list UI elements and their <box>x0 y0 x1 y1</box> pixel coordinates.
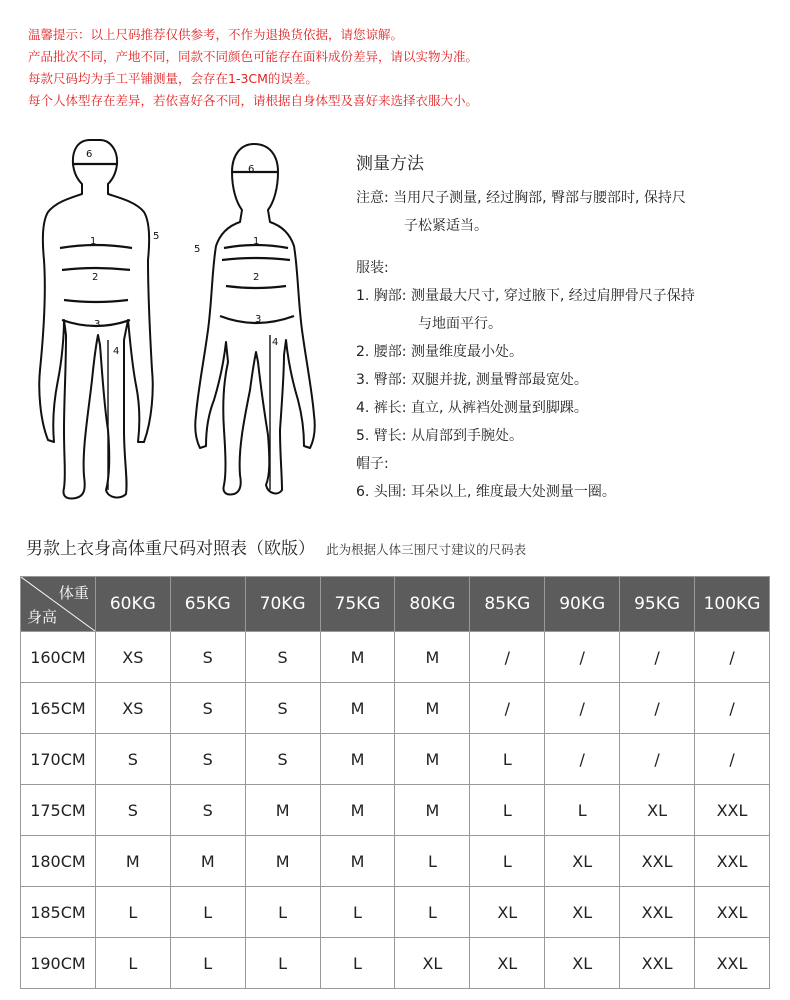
weight-header: 90KG <box>545 577 620 632</box>
size-cell: S <box>245 734 320 785</box>
method-note-line-2: 子松紧适当。 <box>404 218 488 234</box>
size-cell: S <box>170 632 245 683</box>
table-row <box>21 734 770 785</box>
height-row-label: 190CM <box>21 938 96 989</box>
size-cell: / <box>695 632 770 683</box>
size-cell: XL <box>545 887 620 938</box>
size-cell: L <box>170 887 245 938</box>
size-cell: XS <box>95 632 170 683</box>
size-cell: L <box>470 836 545 887</box>
size-cell: / <box>470 683 545 734</box>
female-label-1: 1 <box>253 236 260 247</box>
size-cell: L <box>545 785 620 836</box>
size-cell: / <box>695 683 770 734</box>
male-label-5: 5 <box>153 231 160 242</box>
size-chart-title: 男款上衣身高体重尺码对照表（欧版） <box>26 539 315 559</box>
female-label-4: 4 <box>272 337 279 348</box>
size-cell: XL <box>470 887 545 938</box>
table-row <box>21 785 770 836</box>
size-cell: M <box>395 785 470 836</box>
size-chart-subtitle: 此为根据人体三围尺寸建议的尺码表 <box>326 542 527 557</box>
size-cell: XXL <box>620 887 695 938</box>
size-cell: L <box>95 938 170 989</box>
size-cell: XXL <box>620 836 695 887</box>
male-label-2: 2 <box>92 272 99 283</box>
size-cell: XXL <box>620 938 695 989</box>
male-label-1: 1 <box>90 236 97 247</box>
method-item-head: 6. 头围: 耳朵以上, 维度最大处测量一圈。 <box>356 484 616 500</box>
corner-weight-label: 体重 <box>58 584 89 602</box>
size-cell: S <box>95 785 170 836</box>
table-row <box>21 938 770 989</box>
clothing-heading: 服装: <box>356 260 389 276</box>
size-chart-table <box>20 576 770 989</box>
method-item-waist: 2. 腰部: 测量维度最小处。 <box>356 344 523 360</box>
size-chart-body <box>21 632 770 989</box>
body-measurement-illustration <box>20 130 350 510</box>
notice-line-3: 每款尺码均为手工平铺测量，会存在1-3CM的误差。 <box>28 71 318 86</box>
weight-header: 75KG <box>320 577 395 632</box>
size-cell: XS <box>95 683 170 734</box>
female-label-3: 3 <box>255 314 262 325</box>
size-cell: M <box>395 632 470 683</box>
size-cell: L <box>395 887 470 938</box>
height-row-label: 175CM <box>21 785 96 836</box>
size-cell: L <box>395 836 470 887</box>
size-cell: XL <box>620 785 695 836</box>
method-item-pants-length: 4. 裤长: 直立, 从裤裆处测量到脚踝。 <box>356 400 588 416</box>
height-row-label: 165CM <box>21 683 96 734</box>
size-cell: / <box>545 683 620 734</box>
size-cell: S <box>245 632 320 683</box>
body-outline-figures <box>20 130 350 510</box>
size-cell: L <box>95 887 170 938</box>
size-cell: M <box>245 785 320 836</box>
size-cell: / <box>695 734 770 785</box>
table-row <box>21 836 770 887</box>
size-cell: L <box>245 938 320 989</box>
size-cell: L <box>320 887 395 938</box>
table-row <box>21 683 770 734</box>
method-title: 测量方法 <box>356 154 424 174</box>
height-row-label: 170CM <box>21 734 96 785</box>
size-cell: S <box>170 683 245 734</box>
weight-header: 100KG <box>695 577 770 632</box>
size-cell: M <box>320 836 395 887</box>
size-chart-heading <box>26 534 526 559</box>
size-cell: XXL <box>695 887 770 938</box>
notice-line-2: 产品批次不同，产地不同，同款不同颜色可能存在面料成份差异，请以实物为准。 <box>28 49 479 64</box>
female-label-6: 6 <box>248 164 255 175</box>
size-cell: XL <box>545 938 620 989</box>
size-cell: M <box>245 836 320 887</box>
height-row-label: 185CM <box>21 887 96 938</box>
size-cell: L <box>470 734 545 785</box>
hat-heading: 帽子: <box>356 456 389 472</box>
size-chart-header-row <box>21 577 770 632</box>
method-item-hip: 3. 臀部: 双腿并拢, 测量臀部最宽处。 <box>356 372 588 388</box>
male-label-3: 3 <box>94 319 101 330</box>
weight-header: 70KG <box>245 577 320 632</box>
size-cell: M <box>320 683 395 734</box>
size-cell: M <box>320 734 395 785</box>
size-cell: L <box>170 938 245 989</box>
corner-header <box>21 577 96 632</box>
size-cell: / <box>620 683 695 734</box>
size-cell: L <box>320 938 395 989</box>
weight-header: 95KG <box>620 577 695 632</box>
size-cell: XXL <box>695 785 770 836</box>
notice-line-4: 每个人体型存在差异，若依喜好各不同，请根据自身体型及喜好来选择衣服大小。 <box>28 93 479 108</box>
size-cell: XXL <box>695 938 770 989</box>
size-cell: / <box>470 632 545 683</box>
female-label-2: 2 <box>253 272 260 283</box>
size-cell: XL <box>545 836 620 887</box>
size-cell: XL <box>395 938 470 989</box>
size-cell: M <box>320 785 395 836</box>
size-notice <box>28 24 478 112</box>
height-row-label: 180CM <box>21 836 96 887</box>
size-cell: / <box>620 632 695 683</box>
method-item-arm-length: 5. 臂长: 从肩部到手腕处。 <box>356 428 523 444</box>
female-label-5: 5 <box>194 244 201 255</box>
size-cell: M <box>395 683 470 734</box>
size-cell: S <box>245 683 320 734</box>
size-cell: M <box>95 836 170 887</box>
size-cell: M <box>170 836 245 887</box>
method-note-line-1: 注意: 当用尺子测量, 经过胸部, 臀部与腰部时, 保持尺 <box>356 190 686 206</box>
size-cell: S <box>170 734 245 785</box>
size-cell: / <box>545 632 620 683</box>
size-cell: S <box>95 734 170 785</box>
size-cell: M <box>395 734 470 785</box>
size-cell: XL <box>470 938 545 989</box>
corner-height-label: 身高 <box>27 608 58 626</box>
male-label-6: 6 <box>86 149 93 160</box>
weight-header: 65KG <box>170 577 245 632</box>
method-item-chest: 1. 胸部: 测量最大尺寸, 穿过腋下, 经过肩胛骨尺子保持 <box>356 288 695 304</box>
weight-header: 60KG <box>95 577 170 632</box>
weight-header: 80KG <box>395 577 470 632</box>
measurement-method-panel <box>356 150 776 506</box>
size-cell: L <box>245 887 320 938</box>
size-cell: XXL <box>695 836 770 887</box>
male-label-4: 4 <box>113 346 120 357</box>
method-item-chest-cont: 与地面平行。 <box>418 316 502 332</box>
notice-line-1: 温馨提示：以上尺码推荐仅供参考，不作为退换货依据，请您谅解。 <box>28 27 404 42</box>
table-row <box>21 887 770 938</box>
size-cell: / <box>620 734 695 785</box>
table-row <box>21 632 770 683</box>
size-cell: L <box>470 785 545 836</box>
weight-header: 85KG <box>470 577 545 632</box>
size-cell: / <box>545 734 620 785</box>
height-row-label: 160CM <box>21 632 96 683</box>
size-cell: S <box>170 785 245 836</box>
size-cell: M <box>320 632 395 683</box>
